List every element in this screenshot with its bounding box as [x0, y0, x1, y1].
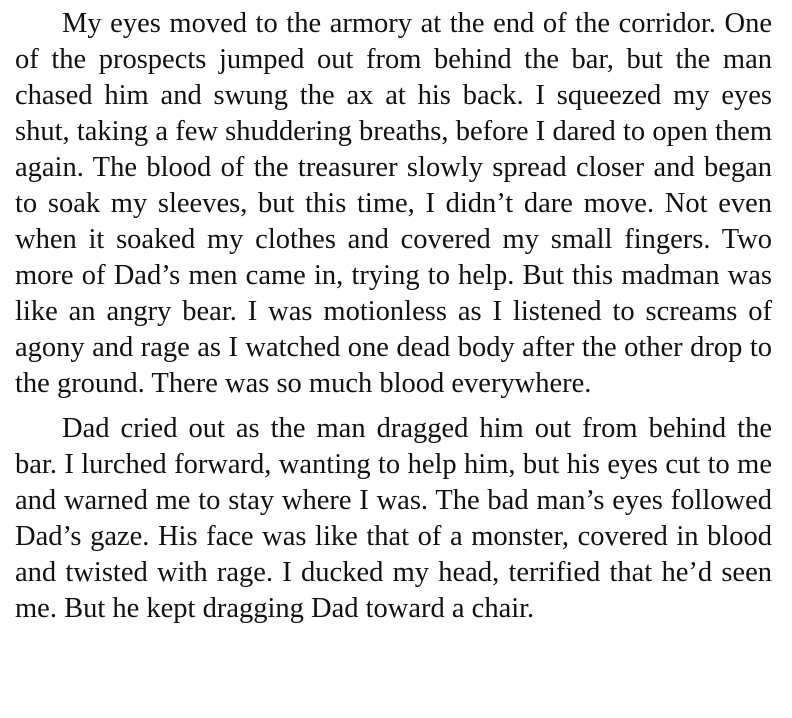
paragraph-1: My eyes moved to the armory at the end of the corridor. One of the prospects jumped out from behind the bar, but the man chased him and swung the ax at his back. I squeezed my eyes shut, taking a few shuddering breaths, before I dared to open them again. The blood of the treasurer slowly spread closer and began to soak my sleeves, but this time, I didn’t dare move. Not even when it soaked my clothes and covered my small fingers. Two more of Dad’s men came in, trying to help. But this madman was like an angry bear. I was motionless as I listened to screams of agony and rage as I watched one dead body after the other drop to the ground. There was so much blood everywhere.	[15, 8, 772, 399]
paragraph-2: Dad cried out as the man dragged him out from behind the bar. I lurched forward, wanting to help him, but his eyes cut to me and warned me to stay where I was. The bad man’s eyes followed Dad’s gaze. His face was like that of a monster, covered in blood and twisted with rage. I ducked my head, terrified that he’d seen me. But he kept dragging Dad toward a chair.	[15, 413, 772, 624]
document-page	[15, 6, 772, 627]
